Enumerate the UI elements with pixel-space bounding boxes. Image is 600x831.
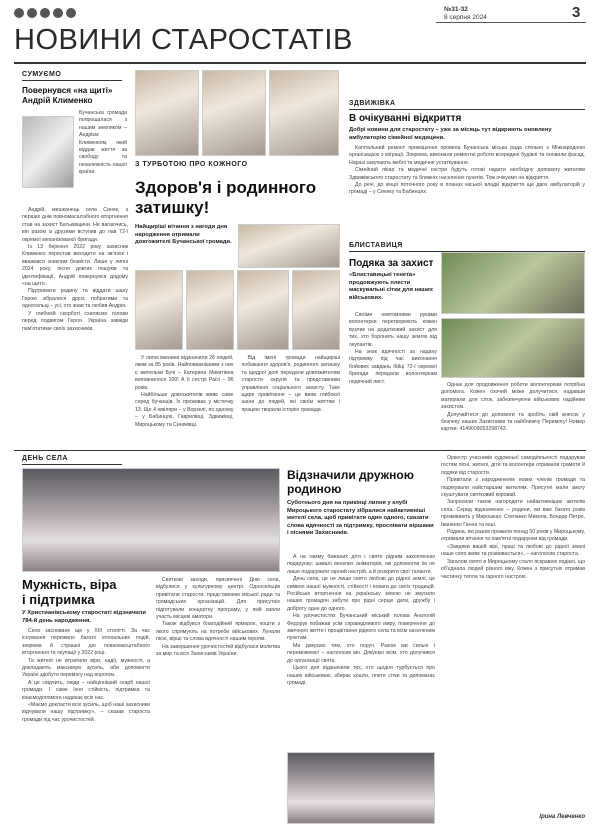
headline-zdorovya: Здоров'я і родинного затишку! — [135, 178, 317, 217]
facebook-icon[interactable] — [14, 8, 24, 18]
headline-den-sela-1: Мужність, віра — [22, 577, 117, 592]
section-tag-zdorovya: З ТУРБОТОЮ ПРО КОЖНОГО — [135, 161, 248, 168]
rodyna-p8: Запросили також нагородити найактивніших жителів села. Серед відзначених – родини, які вже багато років проживають у Мирошках: Степанко Микола, Бондар Петро, Іваненко Ганна та інші. — [441, 499, 585, 528]
elderly-photo-5 — [135, 270, 183, 350]
den-sela-lead: У Христианівському старостаті відзначили 784-й день народження. — [22, 610, 146, 624]
sumuyemo-p3: Із 13 березня 2022 року захисник Клименко перестав виходити на зв'язок і вважався зниклим безвісти. Лише у липні 2024 року, після довгих пошуків та ідентифікації, Андрій повернувся додому «на щиті». — [22, 244, 128, 288]
rodyna-body-left — [287, 554, 435, 750]
issue-date: 8 серпня 2024 — [444, 14, 487, 21]
zdorovya-p3: Від імені громади найщиріші побажання здоров'я, родинного затишку та щедрої долі передали довгожителям старости округів та представники управління соціального захисту. Таке щире привітання – це вияв глибокої шани до людей, які своїм життям і працею творили історію громади. — [241, 355, 340, 413]
rodyna-lead: Суботнього дня на прикінці липня у клубі Мироцького старостату зібралися найактивніші жителі села, щоб привітати один одного, сказати слова вдячності за підтримку, проспівати віршами і піснями Захисників. — [287, 500, 434, 537]
youtube-icon[interactable] — [40, 8, 50, 18]
elderly-photo-2 — [202, 70, 266, 156]
zdvyzhivka-lead: Добрі новини для старостату – уже за місяць тут відкриють оновлену амбулаторію сімейної медицини. — [349, 127, 552, 141]
headline-den-sela-2: і підтримка — [22, 592, 95, 607]
rodyna-p2: День села, це не лише свято любові до рідної землі, це символ нашої мужності, стійкості і поваги до своїх традицій. Російське вторгнення на українську землю не змусило наших громадян забути про рідні серцю дати, дружбу і доброту одне до одного. — [287, 576, 435, 612]
sumuyemo-p5: У глибокій скорботі схиляємо голови перед подвигом Героя. Україна завжди пам'ятатиме своїх захисників. — [22, 310, 128, 332]
rodyna-p6: Оркестр учасників художньої самодіяльності подарував гостям пісні, жителі, діти та волонтери отримали грамоти й подяки від старости. — [441, 455, 585, 476]
headline-blystavytsia: Подяка за захист — [349, 258, 434, 269]
section-tag-zdvyzhivka: ЗДВИЖІВКА — [349, 100, 396, 107]
sumuyemo-p2: Андрій, мешканець села Синяк, з перших днів повномасштабного вторгнення став на захист Батьківщини. Не вагаючись, він разом із друзями вступив до лав 72-ї окремої механізованої бригади. — [22, 207, 128, 243]
headline-sumuyemo-1: Повернувся «на щиті» — [22, 86, 113, 95]
den-sela-p1: Село засноване ще у XIII столітті. За час існування пережило багато епохальних подій, зокрема й страшні дні повномасштабного вторгнення та окупації у 2022 році. — [22, 628, 150, 657]
blystavytsia-p1: Своїми невтомними руками волонтерки перетворюють кожен вузлик на додатковий захист для тих, хто боронить нашу землю від окупантів. — [349, 312, 437, 348]
elderly-photo-7 — [237, 270, 289, 350]
zdvyzhivka-p2: Сімейний лікар та медичні сестри будуть готові надати необхідну допомогу жителям Здвижівського старостату та ближніх населених пунктів. Тож очікуємо на відкриття. — [349, 167, 585, 181]
elderly-photo-1 — [135, 70, 199, 156]
blystavytsia-p2: На знак вдячності за надану підтримку під час виконання бойових завдань бійці 72-ї окремої бригади передали волонтеркам подячний лист. — [349, 349, 437, 385]
den-sela-p3: А це свідчить, люди – найцінніший скарб нашої громади. І саме їхня стійкість, підтримка та взаємодопомога надихає всіх нас. — [22, 679, 150, 701]
sumuyemo-p1: Бучанська громада попрощалася з нашим земляком – Андрієм Клименком, який віддав життя за свободу та незалежність нашої країни. — [79, 110, 127, 176]
section-rule — [22, 464, 122, 465]
village-day-photo — [22, 468, 280, 572]
rodyna-p9: Родина, які разом прожили понад 50 років у Мироцькому, отримали вітання та пам'ятні подарунки від громади. — [441, 529, 585, 543]
elderly-photo-6 — [186, 270, 234, 350]
headline-rodyna: Відзначили дружною родиною — [287, 468, 414, 496]
social-icons — [14, 8, 76, 18]
page-number: 3 — [572, 4, 581, 21]
section-rule — [349, 109, 585, 110]
issue-info — [444, 6, 487, 22]
elderly-photo-8 — [292, 270, 340, 350]
masthead: НОВИНИ СТАРОСТАТІВ — [14, 24, 353, 56]
den-sela-p2: Та жителі не втратили віри, надії, мужності, а докладають максимум зусиль, аби допомогти Україні здобути перемогу над ворогом. — [22, 657, 150, 679]
zdvyzhivka-p3: До речі, до кінця поточного року в планах міської влади відкриття ще двох амбулаторій у громаді – у Синяку та Бабинцях. — [349, 182, 585, 196]
sumuyemo-p4: Підтримати родину та віддати шану Герою зібралися друзі, побратими та односельці – усі, хто знав та любив Андрія. — [22, 288, 128, 310]
headline-sumuyemo-2: Андрій Клименко — [22, 96, 93, 105]
tiktok-icon[interactable] — [66, 8, 76, 18]
masthead-rule — [14, 62, 586, 64]
zdvyzhivka-p1: Капітальний ремонт приміщення провела Бучанська міська рада спільно з Міжнародною організацією з міграції. Зокрема, виконали ремонтні роботи всередині будівлі та оновили фасад. Наразі закупають меблі та медичне устаткування. — [349, 145, 585, 166]
zdorovya-p2: Найбільше довгожителів живе саме серед бучанців. Їх проживає у містечку 13. Ще 4 ювіляри – у Ворзелі, по одному – у Бабинцях, Гаврилівці, Здвижівці, Мироцькому та Синяківці. — [135, 392, 234, 428]
author-signature: Ірина Левченко — [539, 814, 585, 820]
blystavytsia-p3: Однак для продовження роботи волонтеркам потрібна допомога. Кожен охочий може долучитися, надавши матеріали для сіток, забезпечуючи військових надійним захистом. — [441, 382, 585, 411]
volunteers-photo-1 — [441, 252, 585, 314]
zdorovya-p1: У липні іменини відзначили 28 людей, яким за 85 років. Найповажнішими з них є жительки Бучі – Катерина Микитівна виповнилося 100! А її сестрі Раїсі – 96 років. — [135, 355, 234, 391]
rodyna-photo — [287, 752, 435, 824]
section-tag-sumuyemo: СУМУЄМО — [22, 71, 62, 78]
blystavytsia-body-left — [349, 312, 437, 446]
section-divider — [14, 450, 586, 451]
rodyna-p1: А на гамму бажаних дітя і свято рідним захопленню подарунку: шквалі веселих аніматорів, які допомогли їм не лише подарувати гарний настрій, а й розкрити свої таланти. — [287, 554, 435, 575]
zdorovya-lead: Найщиріші вітання з нагоди дня народження отримали довгожителі Бучанської громади. — [135, 224, 232, 246]
elderly-photo-3 — [269, 70, 339, 156]
volunteers-photo-2 — [441, 318, 585, 378]
den-sela-p6: Також відбувся благодійний ярмарок, кошти з якого спрямують на потреби військових. Лунали пісні, вірші та слова вдячності нашим героям. — [156, 621, 280, 643]
rodyna-p11: Загалом свято в Мироцькому стало яскравою подією, що об'єднала людей різного віку. Кожен з присутніх отримав частинку тепла та гарного настрою. — [441, 558, 585, 580]
den-sela-body-left — [22, 628, 150, 824]
zdvyzhivka-body — [349, 145, 585, 243]
den-sela-p7: На завершення урочистостей відбулася молитва за мир та всіх Захисників України. — [156, 643, 280, 658]
elderly-photo-4 — [238, 224, 340, 268]
portrait-photo — [22, 116, 74, 188]
blystavytsia-p4: Долучайтеся до допомоги та зробіть свій внесок у безпеку наших Захисників та найближчу Перемогу! Номер картки: 4149609053298743. — [441, 411, 585, 433]
issue-number: №31-32 — [444, 6, 468, 13]
rodyna-p3: На урочистостях Бучанський міський голова Анатолій Федорук побажав усім справедливого миру, повернення до звичного життя і процвітання рідного села та всім населеним пунктам. — [287, 613, 435, 642]
den-sela-p4: «Маємо докласти всіх зусиль, щоб наші захисники відчували нашу підтримку», – сказав староста громади під час урочистостей. — [22, 702, 150, 723]
telegram-icon[interactable] — [53, 8, 63, 18]
rodyna-body-right — [441, 455, 585, 811]
section-tag-den-sela: ДЕНЬ СЕЛА — [22, 455, 68, 462]
zdorovya-body — [135, 355, 340, 445]
rodyna-p4: Ми дякуємо тим, хто поруч. Разом ми сильні і переможемо! – наголосив він. Дякуємо всім, хто долучився до організації свята. — [287, 642, 435, 664]
headline-zdvyzhivka: В очікуванні відкриття — [349, 113, 462, 124]
blystavytsia-body-right — [441, 382, 585, 446]
rodyna-p7: Привітали з народженням нових членів громади та подякували найстаршим жителям. Присутні мали змогу скуштувати святковий коровай. — [441, 477, 585, 499]
den-sela-p5: Святкові заходи, присвячені Дню села, відбулися у культурному центрі. Односельців привітали старости, представники міської ради та громадських організацій. Для присутніх підготували концертну програму, у якій взяли участь місцеві аматори. — [156, 577, 280, 621]
header-rule — [436, 22, 586, 23]
section-rule — [22, 80, 122, 81]
rodyna-p10: «Завдяки вашій вірі, праці та любові до рідної землі наше село живе та розвивається», – наголосив староста. — [441, 543, 585, 558]
section-tag-blystavytsia: БЛИСТАВИЦЯ — [349, 242, 403, 249]
blystavytsia-lead: «Блиставицькі тенета» продовжують плести маскувальні сітки для наших військових. — [349, 272, 433, 301]
rodyna-p5: Цього дня відзначили тих, хто щодня турбується про наших військових, збирає кошти, плете сітки та допомагає громаді. — [287, 665, 435, 686]
den-sela-body-right — [156, 577, 280, 823]
instagram-icon[interactable] — [27, 8, 37, 18]
